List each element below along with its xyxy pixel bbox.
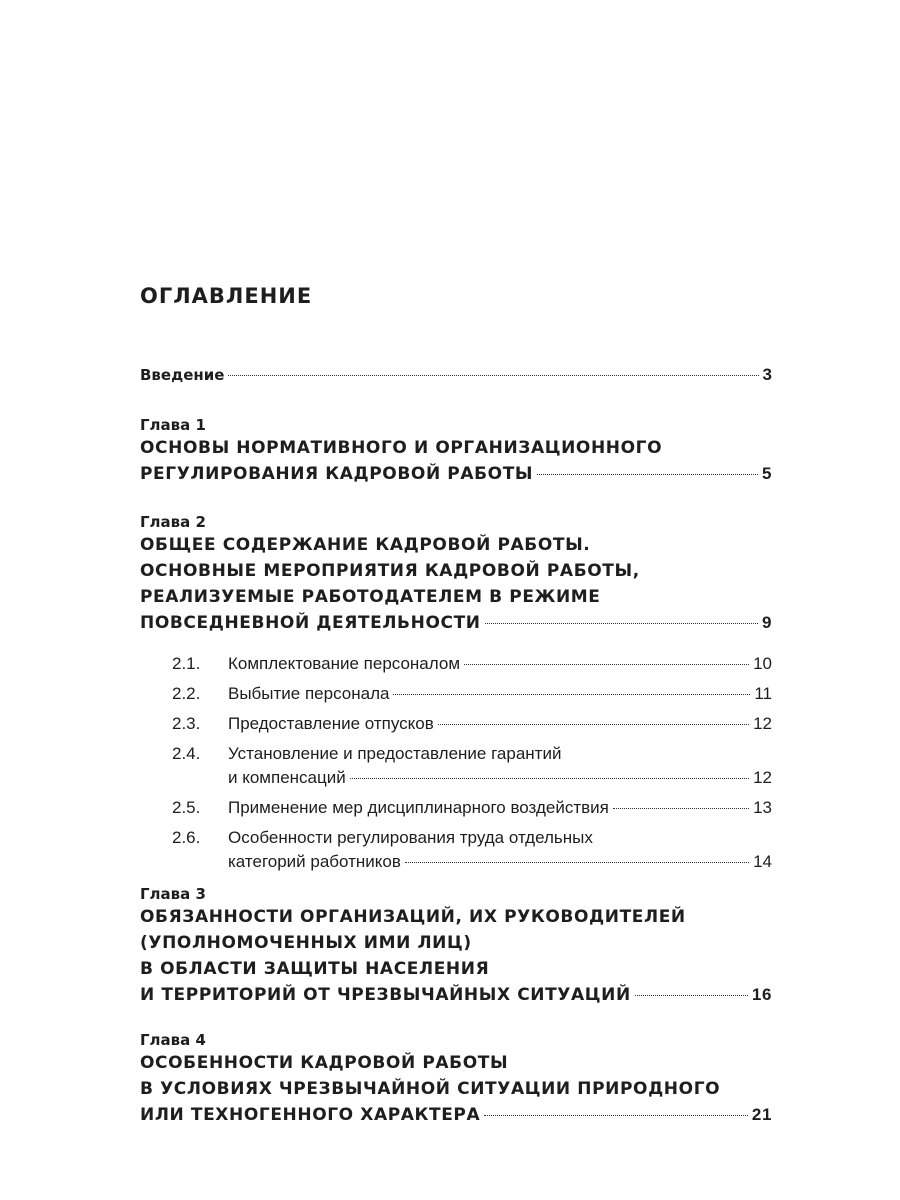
chapter-title-line: В УСЛОВИЯХ ЧРЕЗВЫЧАЙНОЙ СИТУАЦИИ ПРИРОДНОГО xyxy=(140,1079,721,1099)
chapter-title xyxy=(140,532,772,636)
section-title: Установление и предоставление гарантий xyxy=(228,744,562,763)
chapter-title xyxy=(140,435,772,487)
dot-leader xyxy=(635,995,748,996)
section-number: 2.1. xyxy=(172,654,201,673)
toc-section-2-3 xyxy=(172,712,772,736)
chapter-title-line: ПОВСЕДНЕВНОЙ ДЕЯТЕЛЬНОСТИ xyxy=(140,613,481,633)
section-number: 2.6. xyxy=(172,828,201,847)
section-number: 2.3. xyxy=(172,714,201,733)
chapter-page-number: 16 xyxy=(751,985,772,1004)
section-number: 2.4. xyxy=(172,744,201,763)
toc-section-2-1 xyxy=(172,652,772,676)
dot-leader xyxy=(350,778,749,779)
toc-entry-chapter-1 xyxy=(140,415,772,487)
dot-leader xyxy=(485,623,758,624)
dot-leader xyxy=(484,1115,748,1116)
section-title: категорий работников xyxy=(228,852,401,871)
chapter-title xyxy=(140,904,772,1008)
chapter-title-line: ОСНОВЫ НОРМАТИВНОГО И ОРГАНИЗАЦИОННОГО xyxy=(140,438,663,458)
toc-entry-chapter-2 xyxy=(140,512,772,636)
section-number: 2.2. xyxy=(172,684,201,703)
section-title: Особенности регулирования труда отдельных xyxy=(228,828,593,847)
chapter-title-line: ОБЩЕЕ СОДЕРЖАНИЕ КАДРОВОЙ РАБОТЫ. xyxy=(140,535,591,555)
dot-leader xyxy=(405,862,749,863)
toc-entry-introduction xyxy=(140,366,772,384)
chapter-label: Глава 2 xyxy=(140,513,206,531)
chapter-2-sections xyxy=(172,652,772,874)
section-title: Выбытие персонала xyxy=(228,684,390,703)
toc-section-2-6 xyxy=(172,826,772,874)
dot-leader xyxy=(438,724,749,725)
section-page-number: 14 xyxy=(753,852,772,871)
section-title: Предоставление отпусков xyxy=(228,714,434,733)
chapter-title xyxy=(140,1050,772,1128)
chapter-page-number: 5 xyxy=(761,464,772,483)
chapter-title-line: ОБЯЗАННОСТИ ОРГАНИЗАЦИЙ, ИХ РУКОВОДИТЕЛЕЙ xyxy=(140,907,686,927)
chapter-title-line: (УПОЛНОМОЧЕННЫХ ИМИ ЛИЦ) xyxy=(140,933,472,953)
toc-heading: ОГЛАВЛЕНИЕ xyxy=(140,284,313,308)
section-title: Применение мер дисциплинарного воздействия xyxy=(228,798,609,817)
chapter-page-number: 9 xyxy=(761,613,772,632)
dot-leader xyxy=(537,474,758,475)
chapter-label: Глава 1 xyxy=(140,416,206,434)
toc-section-2-2 xyxy=(172,682,772,706)
toc-entry-chapter-3 xyxy=(140,884,772,1008)
toc-section-2-5 xyxy=(172,796,772,820)
chapter-label: Глава 4 xyxy=(140,1031,206,1049)
chapter-label: Глава 3 xyxy=(140,885,206,903)
section-page-number: 12 xyxy=(753,768,772,787)
chapter-title-line: ИЛИ ТЕХНОГЕННОГО ХАРАКТЕРА xyxy=(140,1105,481,1125)
section-number: 2.5. xyxy=(172,798,201,817)
dot-leader xyxy=(393,694,750,695)
section-title: Комплектование персоналом xyxy=(228,654,461,673)
toc-entry-chapter-4 xyxy=(140,1030,772,1128)
intro-page-number: 3 xyxy=(762,365,772,384)
dot-leader xyxy=(613,808,749,809)
section-page-number: 12 xyxy=(753,714,772,733)
dot-leader xyxy=(228,375,758,376)
intro-label: Введение xyxy=(140,366,225,384)
chapter-title-line: ОСОБЕННОСТИ КАДРОВОЙ РАБОТЫ xyxy=(140,1053,509,1073)
section-title: и компенсаций xyxy=(228,768,346,787)
chapter-title-line: РЕАЛИЗУЕМЫЕ РАБОТОДАТЕЛЕМ В РЕЖИМЕ xyxy=(140,587,601,607)
toc-section-2-4 xyxy=(172,742,772,790)
chapter-page-number: 21 xyxy=(751,1105,772,1124)
chapter-title-line: И ТЕРРИТОРИЙ ОТ ЧРЕЗВЫЧАЙНЫХ СИТУАЦИЙ xyxy=(140,985,631,1005)
table-of-contents xyxy=(140,284,772,1142)
dot-leader xyxy=(464,664,749,665)
section-page-number: 11 xyxy=(754,684,772,703)
chapter-title-line: ОСНОВНЫЕ МЕРОПРИЯТИЯ КАДРОВОЙ РАБОТЫ, xyxy=(140,561,640,581)
chapter-title-line: РЕГУЛИРОВАНИЯ КАДРОВОЙ РАБОТЫ xyxy=(140,464,534,484)
chapter-title-line: В ОБЛАСТИ ЗАЩИТЫ НАСЕЛЕНИЯ xyxy=(140,959,490,979)
section-page-number: 13 xyxy=(753,798,772,817)
section-page-number: 10 xyxy=(753,654,772,673)
